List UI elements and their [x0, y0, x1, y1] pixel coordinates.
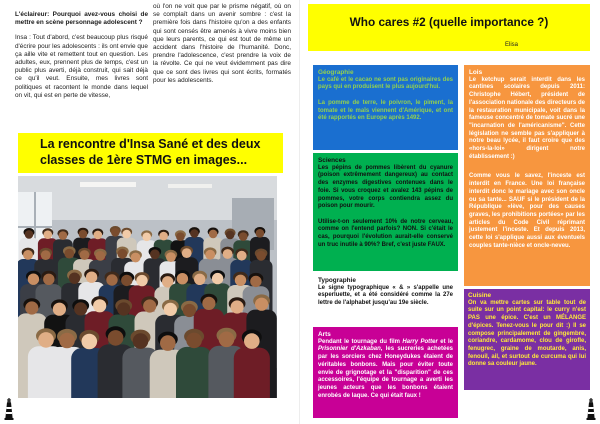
lighthouse-icon [3, 398, 15, 420]
interview-answer-start: Insa : Tout d'abord, c'est beaucoup plus risqué d'écrire pour les adolescents : ils ont envie que ça aille vite et remettent tout en question. Les adultes, eux, prennent plus de temps, c'est un public plus averti, déjà construit, qui sait déjà ce qu'il veut. Ensuite, mes livres sont politiques et racontent le monde dans lequel on vit, qui est en perte de vitesse, [15, 34, 148, 99]
sciences-paragraph: Utilise-t-on seulement 10% de notre cerveau, comme on l'entend parfois? NON. Si c'était le cas, pourquoi l'évolution aurait-elle conservé un truc inutile à 90%? Bref, c'est juste FAUX. [318, 218, 453, 248]
sciences-heading: Sciences [318, 157, 346, 164]
typographie-box [313, 273, 458, 319]
geographie-box [313, 65, 458, 150]
lois-heading: Lois [469, 69, 483, 76]
sciences-box [313, 153, 458, 271]
photo-ceiling-light [168, 184, 212, 188]
article-header [308, 4, 590, 51]
arts-text-part: , les sucreries achetées par les sorciers chez Honeydukes étaient de véritables bonbons. Mais pour éviter toute envie de grignotage et la "disparition" de ces accessoires, l'équipe de tournage a averti les jeunes acteurs que les bonbons étaient enrobés de laque. Ce qui était faux ! [318, 346, 453, 399]
cuisine-heading: Cuisine [468, 292, 492, 299]
group-photo [18, 176, 277, 398]
interview-column-right [153, 3, 291, 129]
arts-box [313, 327, 458, 418]
lois-paragraph: Comme vous le savez, l'inceste est interdit en France. Une loi française interdit donc le mariage avec son oncle ou sa tante... SAUF si le président de la République «lève, pour des causes graves, les prohibitions portées» par les articles du Code Civil réprimant justement l'inceste. Et depuis 2013, cette loi s'applique aussi aux éventuels couples tante-nièce et oncle-neveu. [469, 173, 585, 249]
interview-answer-end: où l'on ne voit que par le prisme négatif, où on se complaît dans un avenir sombre : c'est la première fois dans l'histoire qu'on a des enfants qui sont censés être amenés à vivre moins bien que leurs parents, ce qui est tout de même un accident dans l'histoire de l'humanité. Donc, prendre l'adolescence, c'est prendre la voix de la révolte. Ce qui ne veut évidemment pas dire que ce sont des livres qui sont écrits, formatés pour les adolescents. [153, 3, 291, 84]
lois-box [464, 65, 590, 286]
lois-paragraph: Le ketchup serait interdit dans les cantines scolaires depuis 2011: Christophe Hébert, président de l'association nationale des directeurs de la restauration municipale, voit dans la fameuse concentré de tomate sucré une "incarnation de l'américanisme". Cette législation ne semble pas s'appliquer à notre beau lycée, il faut croire que des «hors-la-loi» dirigent notre établissement :) [469, 76, 585, 160]
photo-caption-box [18, 133, 283, 173]
photo-window-frame [18, 226, 52, 228]
film-title: Prisonnier d'Azkaban [318, 346, 381, 353]
lighthouse-icon [585, 398, 597, 420]
photo-ceiling-light [80, 182, 136, 187]
arts-text-part: et le [437, 338, 454, 345]
sciences-paragraph: Les pépins de pommes libèrent du cyanure (poison extrêmement dangereux) au contact des enzymes digestives contenues dans le foie. Si vous croquez et avalez 143 pépins de pommes, votre corps contiendra assez du poison pour mourir. [318, 164, 453, 210]
students-crowd [18, 226, 277, 398]
interview-question: L'éclaireur: Pourquoi avez-vous choisi de mettre en scène personnage adolescent ? [15, 11, 148, 27]
geographie-paragraph: La pomme de terre, le poivron, le piment, la tomate et le maïs viennent d'Amérique, et ont été rapportés en Europe après 1492. [318, 99, 453, 122]
right-page [300, 0, 600, 424]
author-name: Elisa [505, 42, 519, 48]
geographie-paragraph: Le café et le cacao ne sont pas originaires des pays qui en produisent le plus aujourd'hui. [318, 76, 453, 91]
geographie-heading: Géographie [318, 69, 354, 76]
cuisine-box [464, 289, 590, 390]
arts-heading: Arts [318, 331, 331, 338]
film-title: Harry Potter [402, 338, 438, 345]
typographie-heading: Typographie [318, 277, 356, 284]
arts-paragraph [318, 339, 453, 401]
typographie-paragraph: Le signe typographique « & » s'appelle une esperluette, et a été considéré comme la 27e lettre de l'alphabet jusqu'au 19e siècle. [318, 284, 453, 307]
cuisine-paragraph: On va mettre cartes sur table tout de suite sur un point capital: le curry n'est PAS une épice. C'est un MÉLANGE d'épices. Tenez-vous le pour dit :) Il se compose principalement de gingembre, coriandre, cardamome, clou de girofle, fenugrec, graine de moutarde, anis, fenouil, ail, et surtout de curcuma qui lui donne sa couleur jaune. [468, 299, 586, 368]
group-photo-image [18, 176, 277, 398]
photo-caption: La rencontre d'Insa Sané et des deux classes de 1ère STMG en images... [40, 137, 261, 167]
arts-text-part: Pendant le tournage du film [318, 338, 403, 345]
interview-column-left [15, 11, 148, 132]
article-title: Who cares #2 (quelle importance ?) [349, 15, 549, 29]
